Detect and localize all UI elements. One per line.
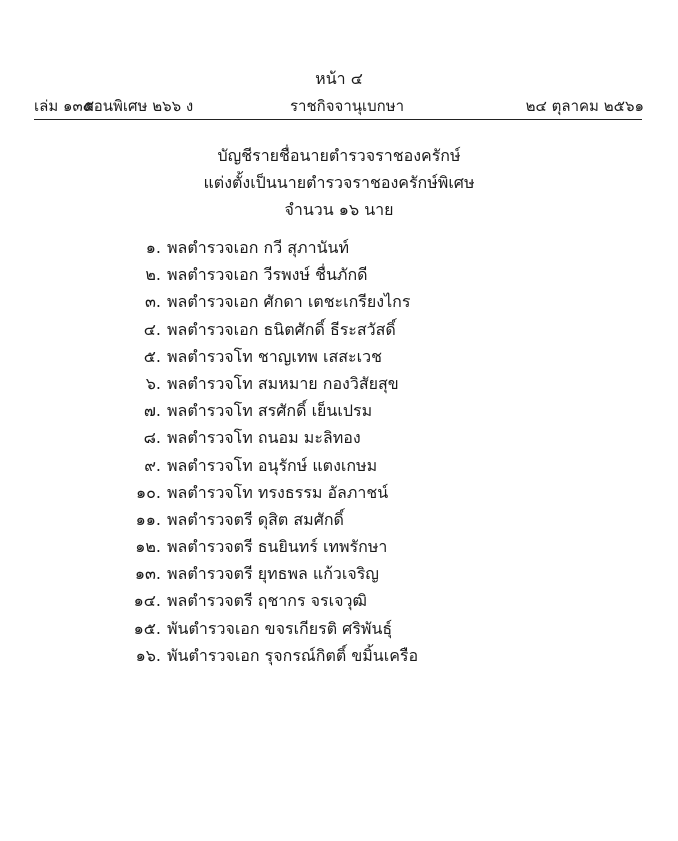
officer-name: พลตำรวจตรี ดุสิต สมศักดิ์ (167, 509, 344, 529)
list-item (0, 397, 678, 424)
list-item (0, 479, 678, 506)
officer-name: พลตำรวจโท สมหมาย กองวิสัยสุข (167, 373, 399, 393)
list-item (0, 234, 678, 261)
officer-name: พันตำรวจเอก รุจกรณ์กิตติ์ ขมิ้นเครือ (167, 645, 419, 665)
officer-name: พลตำรวจเอก ศักดา เตชะเกรียงไกร (167, 292, 411, 312)
item-number: ๑. (145, 238, 161, 257)
list-item (0, 288, 678, 315)
gazette-header (34, 94, 644, 118)
item-number: ๑๓. (134, 564, 161, 584)
item-number: ๑๒. (135, 537, 161, 557)
list-item (0, 452, 678, 479)
officer-name: พลตำรวจตรี ยุทธพล แก้วเจริญ (167, 564, 379, 584)
item-number: ๑๖. (135, 645, 161, 665)
list-item (0, 642, 678, 669)
item-number: ๙. (144, 455, 161, 475)
officer-list (0, 234, 678, 669)
gazette-name: ราชกิจจานุเบกษา (290, 97, 405, 115)
title-line-2: แต่งตั้งเป็นนายตำรวจราชองครักษ์พิเศษ (203, 173, 475, 192)
item-number: ๖. (145, 373, 161, 393)
list-item (0, 316, 678, 343)
officer-name: พลตำรวจเอก กวี สุภานันท์ (167, 238, 350, 257)
document-title (0, 142, 678, 223)
officer-name: พันตำรวจเอก ขจรเกียรติ ศริพันธุ์ (167, 618, 393, 638)
page-number: หน้า ๔ (315, 69, 363, 88)
item-number: ๑๕. (133, 618, 161, 638)
title-line-3: จำนวน ๑๖ นาย (284, 200, 394, 219)
list-item (0, 587, 678, 614)
volume-label: เล่ม ๑๓๕ (34, 97, 95, 115)
item-number: ๔. (143, 319, 161, 339)
officer-name: พลตำรวจโท ชาญเทพ เสสะเวช (167, 346, 382, 366)
officer-name: พลตำรวจโท อนุรักษ์ แตงเกษม (167, 455, 378, 475)
item-number: ๓. (144, 292, 161, 312)
item-number: ๕. (143, 346, 161, 366)
list-item (0, 506, 678, 533)
item-number: ๒. (145, 265, 161, 285)
title-line-1: บัญชีรายชื่อนายตำรวจราชองครักษ์ (217, 146, 461, 165)
officer-name: พลตำรวจตรี ธนยินทร์ เทพรักษา (167, 537, 388, 557)
officer-name: พลตำรวจตรี ฤชากร จรเจวุฒิ (167, 591, 367, 611)
officer-name: พลตำรวจเอก วีรพงษ์ ชื่นภักดี (167, 265, 368, 285)
item-number: ๗. (143, 401, 161, 421)
header-rule (34, 119, 642, 120)
item-number: ๘. (143, 428, 161, 448)
item-number: ๑๑. (135, 509, 161, 529)
list-item (0, 615, 678, 642)
list-item (0, 370, 678, 397)
item-number: ๑๐. (135, 482, 161, 502)
list-item (0, 533, 678, 560)
list-item (0, 424, 678, 451)
list-item (0, 560, 678, 587)
publication-date: ๒๔ ตุลาคม ๒๕๖๑ (525, 97, 644, 115)
officer-name: พลตำรวจโท ทรงธรรม อัลภาชน์ (167, 482, 389, 502)
officer-name: พลตำรวจเอก ธนิตศักดิ์ ธีระสวัสดิ์ (167, 319, 396, 339)
list-item (0, 261, 678, 288)
officer-name: พลตำรวจโท ถนอม มะลิทอง (167, 428, 361, 448)
officer-name: พลตำรวจโท สรศักดิ์ เย็นเปรม (167, 401, 373, 421)
list-item (0, 343, 678, 370)
item-number: ๑๔. (133, 591, 161, 611)
section-label: ตอนพิเศษ ๒๖๖ ง (84, 97, 194, 115)
